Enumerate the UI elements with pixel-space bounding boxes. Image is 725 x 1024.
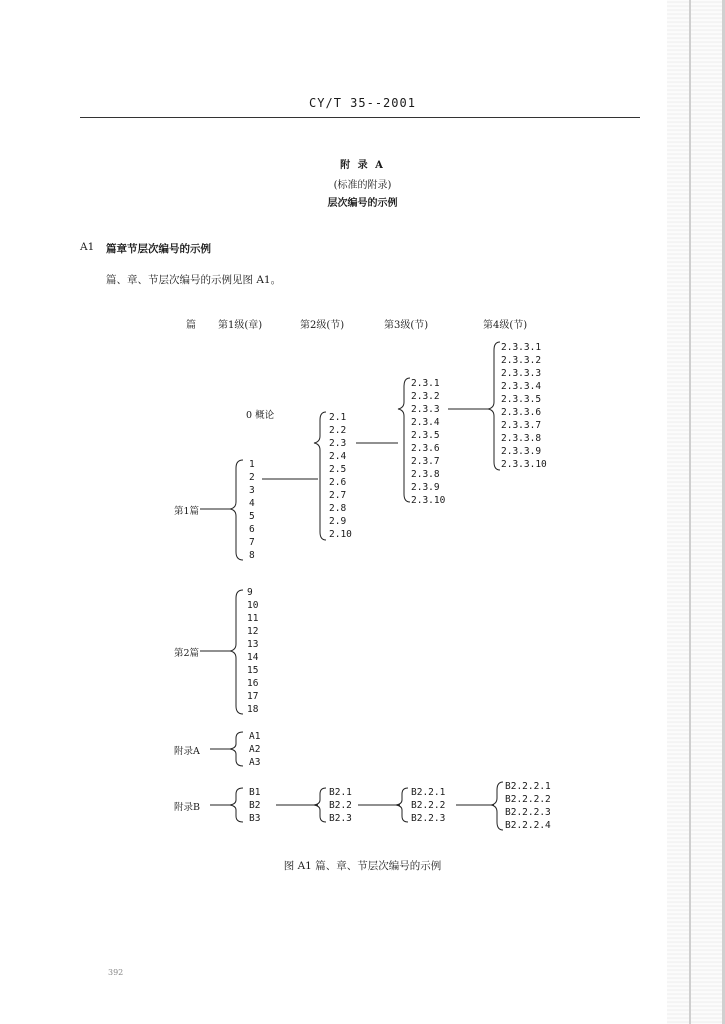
list-item: 2.3.2	[411, 391, 440, 402]
part1-label: 第1篇	[174, 506, 200, 517]
figure-caption: 图 A1 篇、章、节层次编号的示例	[283, 860, 442, 872]
list-item: 7	[249, 537, 255, 548]
list-item: 2.3.10	[411, 495, 446, 506]
list-item: 2.3.3.3	[501, 368, 542, 379]
section-number: A1	[80, 241, 95, 253]
appendix-subtitle: (标准的附录)	[333, 180, 392, 191]
level-heading-4: 第4级(节)	[483, 320, 528, 331]
appendix-title: 附 录 A	[340, 160, 385, 171]
list-item: 17	[247, 691, 259, 702]
list-item: B2.2.2.4	[505, 820, 551, 831]
list-item: 2.5	[329, 464, 347, 475]
list-item: 2.3.3.9	[501, 446, 542, 457]
list-item: B2.2.2.3	[505, 807, 551, 818]
list-item: 9	[247, 587, 253, 598]
list-item: B3	[249, 813, 261, 824]
list-item: 14	[247, 652, 259, 663]
list-item: A3	[249, 757, 261, 768]
appendix-a-list	[249, 730, 260, 769]
part2-label: 第2篇	[174, 648, 200, 659]
list-item: 2.3.1	[411, 378, 440, 389]
list-item: 15	[247, 665, 259, 676]
list-item: B2.2	[329, 800, 352, 811]
list-item: 2.9	[329, 516, 347, 527]
list-item: 12	[247, 626, 259, 637]
level-heading-2: 第2级(节)	[300, 320, 345, 331]
list-item: 2.3.3.1	[501, 342, 542, 353]
standard-code-header: CY/T 35--2001	[309, 96, 416, 110]
appendix-b-label: 附录B	[174, 802, 200, 813]
list-item: 2.2	[329, 425, 347, 436]
list-item: 1	[249, 459, 255, 470]
list-item: 2.1	[329, 412, 347, 423]
level-heading-1: 第1级(章)	[218, 320, 263, 331]
chapter-zero: 0 概论	[246, 410, 275, 421]
list-item: 2.3.3.5	[501, 394, 542, 405]
list-item: B2.2.1	[411, 787, 446, 798]
appendix-b-list	[249, 786, 260, 825]
list-item: 5	[249, 511, 255, 522]
list-item: 3	[249, 485, 255, 496]
section-title: 篇章节层次编号的示例	[106, 243, 211, 255]
level3-list	[411, 377, 445, 507]
list-item: 2.3.4	[411, 417, 440, 428]
level2-list	[329, 411, 352, 541]
list-item: 2.4	[329, 451, 347, 462]
list-item: 2.10	[329, 529, 352, 540]
list-item: 8	[249, 550, 255, 561]
appendix-b-level2-list	[329, 786, 352, 825]
list-item: 10	[247, 600, 259, 611]
level-heading-3: 第3级(节)	[384, 320, 429, 331]
list-item: 4	[249, 498, 255, 509]
list-item: B2.3	[329, 813, 352, 824]
page-number: 392	[108, 968, 124, 977]
list-item: 2.8	[329, 503, 347, 514]
list-item: 13	[247, 639, 259, 650]
list-item: 2.3.3.6	[501, 407, 542, 418]
list-item: 16	[247, 678, 259, 689]
appendix-b-level3-list	[411, 786, 445, 825]
list-item: 2.3.3	[411, 404, 440, 415]
list-item: 2.3.5	[411, 430, 440, 441]
list-item: 2.3.3.4	[501, 381, 542, 392]
list-item: 2.3.3.7	[501, 420, 542, 431]
list-item: 18	[247, 704, 259, 715]
level-heading-part: 篇	[186, 320, 196, 331]
part1-chapter-list	[249, 458, 255, 562]
part2-chapter-list	[247, 586, 258, 716]
list-item: B2.2.2.2	[505, 794, 551, 805]
list-item: 2.3.8	[411, 469, 440, 480]
list-item: 11	[247, 613, 259, 624]
list-item: B2	[249, 800, 261, 811]
appendix-b-level4-list	[505, 780, 551, 832]
appendix-a-label: 附录A	[174, 746, 200, 757]
list-item: B2.1	[329, 787, 352, 798]
list-item: 2.3	[329, 438, 347, 449]
list-item: 2	[249, 472, 255, 483]
appendix-name: 层次编号的示例	[327, 198, 398, 209]
section-paragraph: 篇、章、节层次编号的示例见图 A1。	[106, 274, 282, 286]
list-item: A1	[249, 731, 261, 742]
list-item: 2.6	[329, 477, 347, 488]
list-item: 2.3.3.8	[501, 433, 542, 444]
list-item: 2.7	[329, 490, 347, 501]
list-item: B2.2.3	[411, 813, 446, 824]
list-item: B1	[249, 787, 261, 798]
list-item: 2.3.6	[411, 443, 440, 454]
list-item: 2.3.3.10	[501, 459, 547, 470]
level4-list	[501, 341, 547, 471]
list-item: B2.2.2	[411, 800, 446, 811]
list-item: A2	[249, 744, 261, 755]
list-item: 2.3.9	[411, 482, 440, 493]
list-item: 6	[249, 524, 255, 535]
list-item: 2.3.3.2	[501, 355, 542, 366]
list-item: B2.2.2.1	[505, 781, 551, 792]
list-item: 2.3.7	[411, 456, 440, 467]
